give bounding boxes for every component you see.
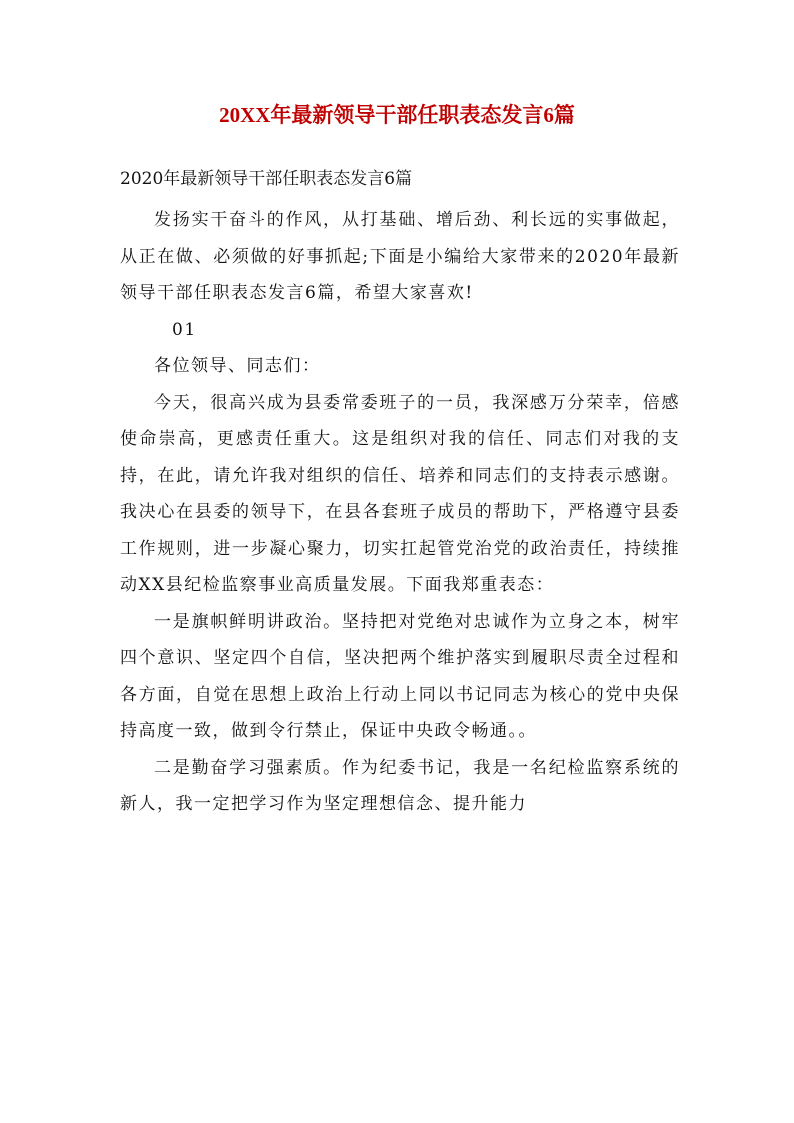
section-number: 01 xyxy=(172,319,197,340)
document-body xyxy=(120,202,680,823)
document-title: 20XX年最新领导干部任职表态发言6篇 xyxy=(219,103,575,127)
body-paragraph: 二是勤奋学习强素质。作为纪委书记，我是一名纪检监察系统的新人，我一定把学习作为坚定理想信念、提升能力 xyxy=(120,757,680,814)
salutation: 各位领导、同志们： xyxy=(154,356,321,376)
document-subtitle: 2020年最新领导干部任职表态发言6篇 xyxy=(120,169,413,189)
body-paragraph: 一是旗帜鲜明讲政治。坚持把对党绝对忠诚作为立身之本，树牢四个意识、坚定四个自信，坚决把两个维护落实到履职尽责全过程和各方面，自觉在思想上政治上行动上同以书记同志为核心的党中央保持高度一致，做到令行禁止，保证中央政令畅通。。 xyxy=(120,611,680,741)
intro-paragraph: 发扬实干奋斗的作风，从打基础、增后劲、利长远的实事做起，从正在做、必须做的好事抓起;下面是小编给大家带来的2020年最新领导干部任职表态发言6篇，希望大家喜欢! xyxy=(120,210,680,303)
body-paragraph: 今天，很高兴成为县委常委班子的一员，我深感万分荣幸，倍感使命崇高，更感责任重大。这是组织对我的信任、同志们对我的支持，在此，请允许我对组织的信任、培养和同志们的支持表示感谢。我决心在县委的领导下，在县各套班子成员的帮助下，严格遵守县委工作规则，进一步凝心聚力，切实扛起管党治党的政治责任，持续推动XX县纪检监察事业高质量发展。下面我郑重表态： xyxy=(120,392,680,595)
